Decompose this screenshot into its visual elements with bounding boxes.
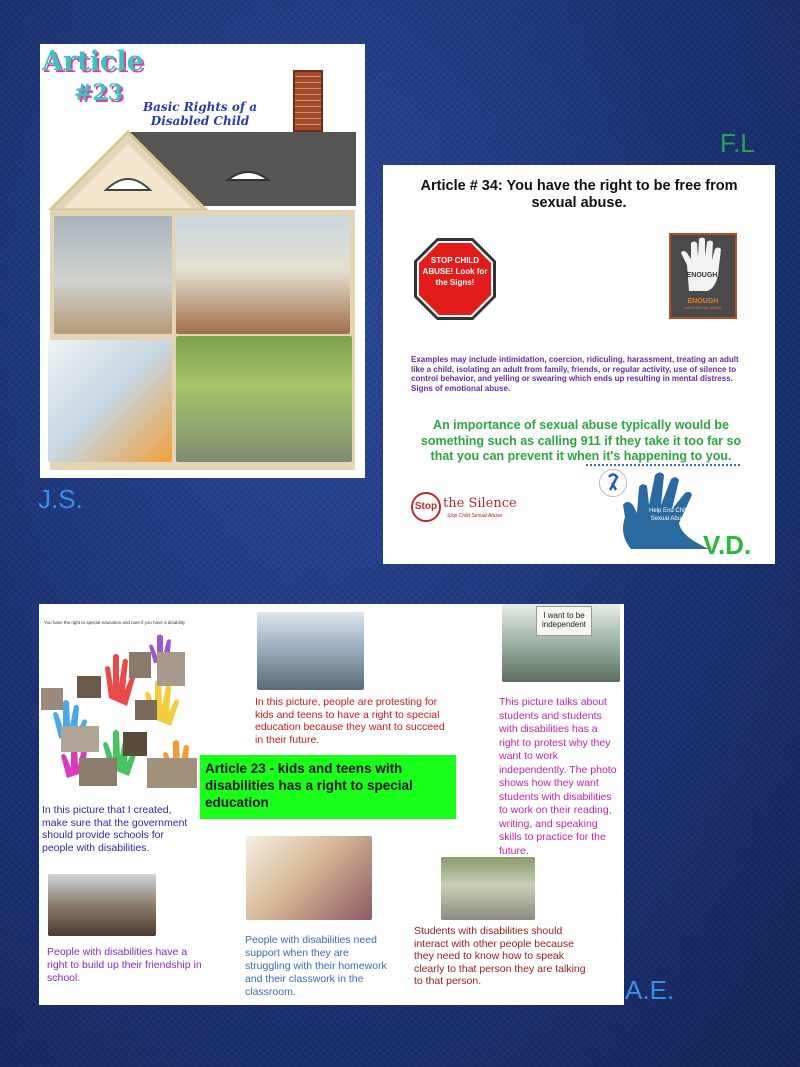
photo-friends-group — [48, 874, 156, 936]
photo-children-outdoors — [176, 336, 352, 462]
poster1-title-line2: #23 — [74, 80, 124, 106]
photo-teacher-student — [246, 836, 372, 920]
photo-wheelchair-outdoors — [441, 857, 535, 920]
poster-article-34 — [383, 165, 775, 564]
photo-protest — [257, 612, 364, 690]
logo-text: the Silence — [443, 496, 517, 511]
abuse-examples-text: Examples may include intimidation, coercion, ridiculing, harassment, treating an adult like a child, isolating an adult from family, friends, or regular activity, use of silence to control behavior, and yelling or swearing which ends up resulting in mental distress. Signs of emotional abuse. — [411, 355, 739, 393]
logo-stop-word: Stop — [411, 492, 441, 522]
poster2-title: Article # 34: You have the right to be free from sexual abuse. — [420, 178, 738, 211]
protest-sign: I want to be independent — [536, 606, 592, 636]
poster-article-23 — [40, 44, 365, 478]
initials-fl: F.L — [720, 128, 755, 158]
initials-ae: A.E. — [625, 975, 675, 1005]
article-23-banner: Article 23 - kids and teens with disabilities has a right to special education — [200, 755, 456, 819]
caption-protest: In this picture, people are protesting for kids and teens to have a right to special education because they want to succeed in their future. — [255, 696, 445, 746]
caption-created-picture: In this picture that I created, make sure that the government should provide schools for people with disabilities. — [42, 804, 188, 854]
photo-gym-wheelchair-basketball — [54, 216, 172, 334]
raised-hand-icon — [671, 235, 735, 293]
photo-classroom-table — [176, 216, 350, 334]
caption-friendship: People with disabilities have a right to build up their friendship in school. — [47, 946, 202, 984]
hand-enough-text: ENOUGH — [686, 272, 718, 279]
hand-poster-subcaption: CHILD SEXUAL ABUSE — [684, 306, 722, 310]
stop-sign-icon — [413, 237, 497, 321]
photo-hospital-child — [48, 340, 172, 462]
enough-hand-poster — [669, 233, 737, 319]
help-end-abuse-text: Help End Child Sexual Abuse — [648, 508, 690, 522]
stop-sign-text: STOP CHILD ABUSE! Look for the Signs! — [422, 256, 488, 287]
house-roof-graphic — [40, 130, 365, 210]
initials-js: J.S. — [38, 484, 83, 514]
stop-the-silence-logo — [411, 490, 521, 526]
caption-interact: Students with disabilities should interact with other people because they need to know how to speak clearly to that person they are talking to that person. — [414, 925, 586, 987]
caption-support: People with disabilities need support when they are struggling with their homework and their classwork in the classroom. — [245, 934, 387, 998]
poster1-subtitle: Basic Rights of a Disabled Child — [143, 100, 257, 128]
importance-text: An importance of sexual abuse typically would be something such as calling 911 if they take it too far so that you can prevent it when it's happening to you. — [420, 418, 742, 463]
poster1-title-line1: Article — [42, 46, 144, 77]
initials-vd: V.D. — [703, 530, 752, 560]
handprint-collage-graphic — [39, 628, 199, 790]
caption-students: This picture talks about students and students with disabilities has a right to protest why they want to work independently. The photo shows how they want students with disabilities to work on their reading, writing, and speaking skills to practice for the future. — [499, 696, 617, 857]
chimney-graphic — [293, 70, 323, 132]
poster3-heading: You have the right to special education and care if you have a disability — [44, 620, 186, 625]
logo-subtext: Stop Child Sexual Abuse — [447, 513, 503, 519]
poster-article-23-special-education — [39, 604, 624, 1005]
hand-poster-caption: ENOUGH — [687, 298, 719, 305]
